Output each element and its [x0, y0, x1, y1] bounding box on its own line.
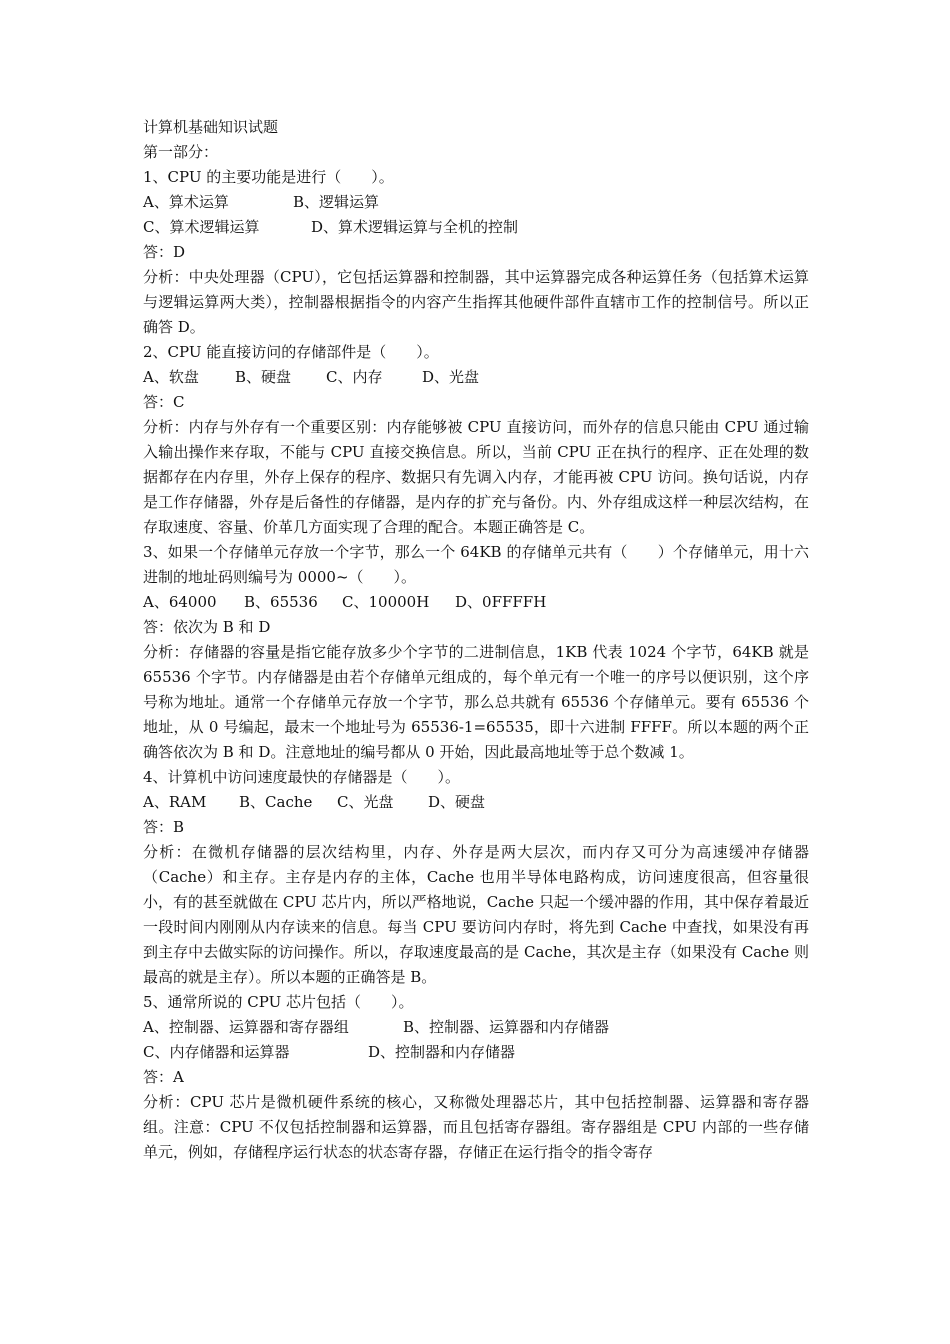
answer-4: 答：B — [143, 818, 185, 836]
analysis-1: 分析：中央处理器（CPU），它包括运算器和控制器，其中运算器完成各种运算任务（包括算术运算与逻辑运算两大类），控制器根据指令的内容产生指挥其他硬件部件直辖市工作的控制信号。所以正确答 D。 — [143, 268, 809, 336]
option-d: D、光盘 — [422, 368, 480, 386]
option-d: D、0FFFFH — [455, 593, 547, 611]
option-a: A、RAM — [143, 793, 207, 811]
question-5-options-row-1 — [143, 1015, 809, 1040]
analysis-2: 分析：内存与外存有一个重要区别：内存能够被 CPU 直接访问，而外存的信息只能由 CPU 通过输入输出操作来存取，不能与 CPU 直接交换信息。所以，当前 CPU 正在执行的程序、正在处理的数据都存在内存里，外存上保存的程序、数据只有先调入内存，才能再被 CPU 访问。换句话说，内存是工作存储器，外存是后备性的存储器，是内存的扩充与备份。内、外存组成这样一种层次结构，在存取速度、容量、价革几方面实现了合理的配合。本题正确答是 C。 — [143, 418, 809, 536]
analysis-3: 分析：存储器的容量是指它能存放多少个字节的二进制信息，1KB 代表 1024 个字节，64KB 就是 65536 个字节。内存储器是由若个存储单元组成的，每个单元有一个唯一的序号以便识别，这个序号称为地址。通常一个存储单元存放一个字节，那么总共就有 65536 个存储单元。要有 65536 个地址，从 0 号编起，最末一个地址号为 65536-1=65535，即十六进制 FFFF。所以本题的两个正确答依次为 B 和 D。注意地址的编号都从 0 开始，因此最高地址等于总个数减 1。 — [143, 643, 809, 761]
question-1-options-row-2 — [143, 215, 809, 240]
question-3: 3、如果一个存储单元存放一个字节，那么一个 64KB 的存储单元共有（ ）个存储单元，用十六进制的地址码则编号为 0000~（ ）。 — [143, 543, 809, 586]
option-c: C、10000H — [342, 593, 430, 611]
question-1: 1、CPU 的主要功能是进行（ ）。 — [143, 168, 394, 186]
option-d: D、硬盘 — [428, 793, 486, 811]
option-c: C、光盘 — [337, 793, 394, 811]
answer-3: 答：依次为 B 和 D — [143, 618, 271, 636]
question-5-options-row-2 — [143, 1040, 809, 1065]
question-1-options-row-1 — [143, 190, 809, 215]
answer-5: 答：A — [143, 1068, 184, 1086]
option-b: B、控制器、运算器和内存储器 — [403, 1018, 610, 1036]
option-c: C、算术逻辑运算 — [143, 218, 260, 236]
analysis-5: 分析：CPU 芯片是微机硬件系统的核心，又称微处理器芯片，其中包括控制器、运算器和寄存器组。注意：CPU 不仅包括控制器和运算器，而且包括寄存器组。寄存器组是 CPU 内部的一些存储单元，例如，存储程序运行状态的状态寄存器，存储正在运行指令的指令寄存 — [143, 1093, 809, 1161]
analysis-4: 分析：在微机存储器的层次结构里，内存、外存是两大层次，而内存又可分为高速缓冲存储器（Cache）和主存。主存是内存的主体，Cache 也用半导体电路构成，访问速度很高，但容量很小，有的甚至就做在 CPU 芯片内，所以严格地说，Cache 只起一个缓冲器的作用，其中保存着最近一段时间内刚刚从内存读来的信息。每当 CPU 要访问内存时，将先到 Cache 中查找，如果没有再到主存中去做实际的访问操作。所以，存取速度最高的是 Cache，其次是主存（如果没有 Cache 则最高的就是主存）。所以本题的正确答是 B。 — [143, 843, 809, 986]
question-5: 5、通常所说的 CPU 芯片包括（ ）。 — [143, 993, 414, 1011]
question-2: 2、CPU 能直接访问的存储部件是（ ）。 — [143, 343, 439, 361]
document-page — [143, 115, 809, 1165]
option-a: A、软盘 — [143, 368, 199, 386]
option-a: A、算术运算 — [143, 193, 229, 211]
option-d: D、控制器和内存储器 — [368, 1043, 516, 1061]
option-c: C、内存储器和运算器 — [143, 1043, 290, 1061]
answer-1: 答：D — [143, 243, 186, 261]
option-b: B、硬盘 — [235, 368, 292, 386]
option-c: C、内存 — [326, 368, 383, 386]
question-3-options-row-1 — [143, 590, 809, 615]
question-2-options-row-1 — [143, 365, 809, 390]
answer-2: 答：C — [143, 393, 185, 411]
question-4: 4、计算机中访问速度最快的存储器是（ ）。 — [143, 768, 461, 786]
part-heading: 第一部分： — [143, 143, 219, 161]
option-b: B、Cache — [239, 793, 313, 811]
option-a: A、64000 — [143, 593, 217, 611]
option-b: B、逻辑运算 — [293, 193, 380, 211]
option-a: A、控制器、运算器和寄存器组 — [143, 1018, 349, 1036]
option-b: B、65536 — [244, 593, 318, 611]
option-d: D、算术逻辑运算与全机的控制 — [311, 218, 519, 236]
question-4-options-row-1 — [143, 790, 809, 815]
document-title: 计算机基础知识试题 — [143, 118, 279, 136]
